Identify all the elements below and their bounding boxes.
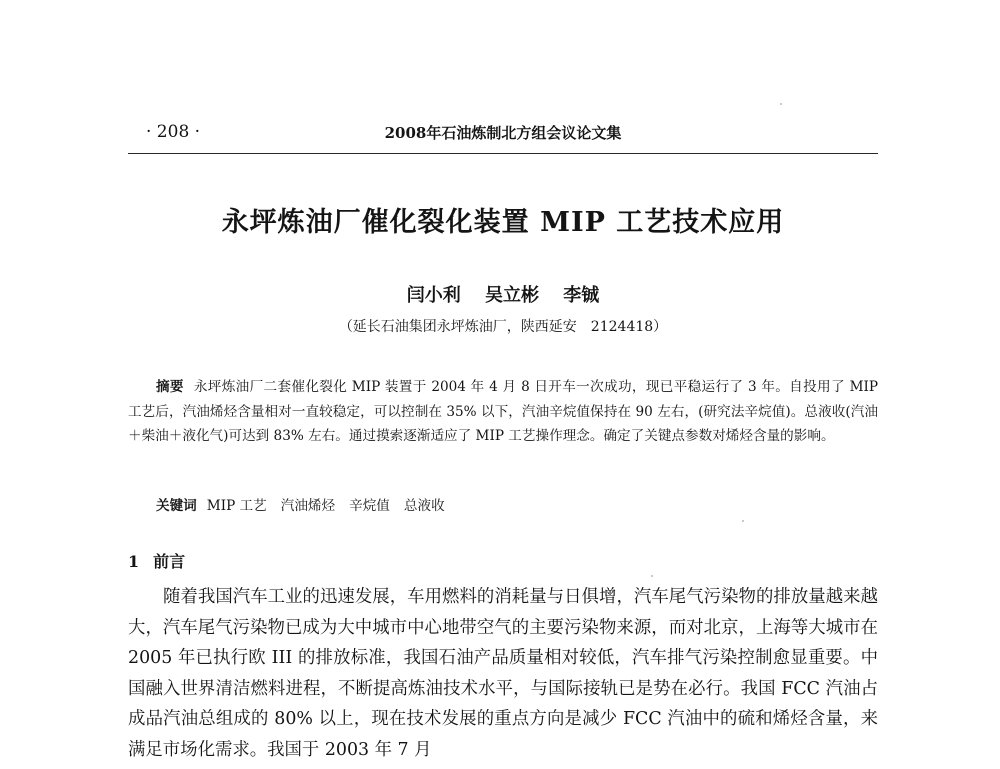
scan-speck <box>742 520 744 522</box>
section-heading <box>128 550 185 574</box>
keyword: 辛烷值 <box>349 498 390 514</box>
abstract <box>128 375 878 449</box>
affiliation: （延长石油集团永坪炼油厂，陕西延安 2124418） <box>338 319 668 335</box>
abstract-text: 永坪炼油厂二套催化裂化 MIP 装置于 2004 年 4 月 8 日开车一次成功，现已平稳运行了 3 年。自投用了 MIP 工艺后，汽油烯烃含量相对一直较稳定，可以控制在 35% 以下，汽油辛烷值保持在 90 左右，(研究法辛烷值)。总液收(汽油＋柴油＋液化气)可达到 83% 左右。通过摸索逐渐适应了 MIP 工艺操作理念。确定了关键点参数对烯烃含量的影响。 <box>128 379 878 444</box>
scan-speck <box>780 103 782 105</box>
section-number: 1 <box>128 552 140 571</box>
author-list <box>128 283 878 309</box>
running-title: 2008年石油炼制北方组会议论文集 <box>384 124 622 142</box>
keyword: 总液收 <box>403 498 445 514</box>
paper-title: 永坪炼油厂催化裂化装置 MIP 工艺技术应用 <box>221 207 785 238</box>
keywords <box>128 494 878 518</box>
keyword: 汽油烯烃 <box>280 498 336 514</box>
keyword: MIP 工艺 <box>206 498 267 514</box>
section-body: 随着我国汽车工业的迅速发展，车用燃料的消耗量与日俱增，汽车尾气污染物的排放量越来越大，汽车尾气污染物已成为大中城市中心地带空气的主要污染物来源，而对北京，上海等大城市在 2005 年已执行欧 III 的排放标准，我国石油产品质量相对较低，汽车排气污染控制愈显重要。中国融入世界清洁燃料进程，不断提高炼油技术水平，与国际接轨已是势在必行。我国 FCC 汽油占成品汽油总组成的 80% 以上，现在技术发展的重点方向是减少 FCC 汽油中的硫和烯烃含量，来满足市场化需求。我国于 2003 年 7 月 <box>128 587 878 760</box>
author-name: 吴立彬 <box>485 285 539 306</box>
author-name: 闫小利 <box>406 285 461 306</box>
header-rule <box>128 153 878 154</box>
author-name: 李铖 <box>563 285 600 306</box>
page-header <box>128 121 878 147</box>
keywords-label: 关键词 <box>156 498 197 514</box>
scan-speck <box>651 575 653 577</box>
abstract-label: 摘要 <box>156 379 184 395</box>
page-number: · 208 · <box>146 122 201 142</box>
section-title: 前言 <box>153 552 186 571</box>
